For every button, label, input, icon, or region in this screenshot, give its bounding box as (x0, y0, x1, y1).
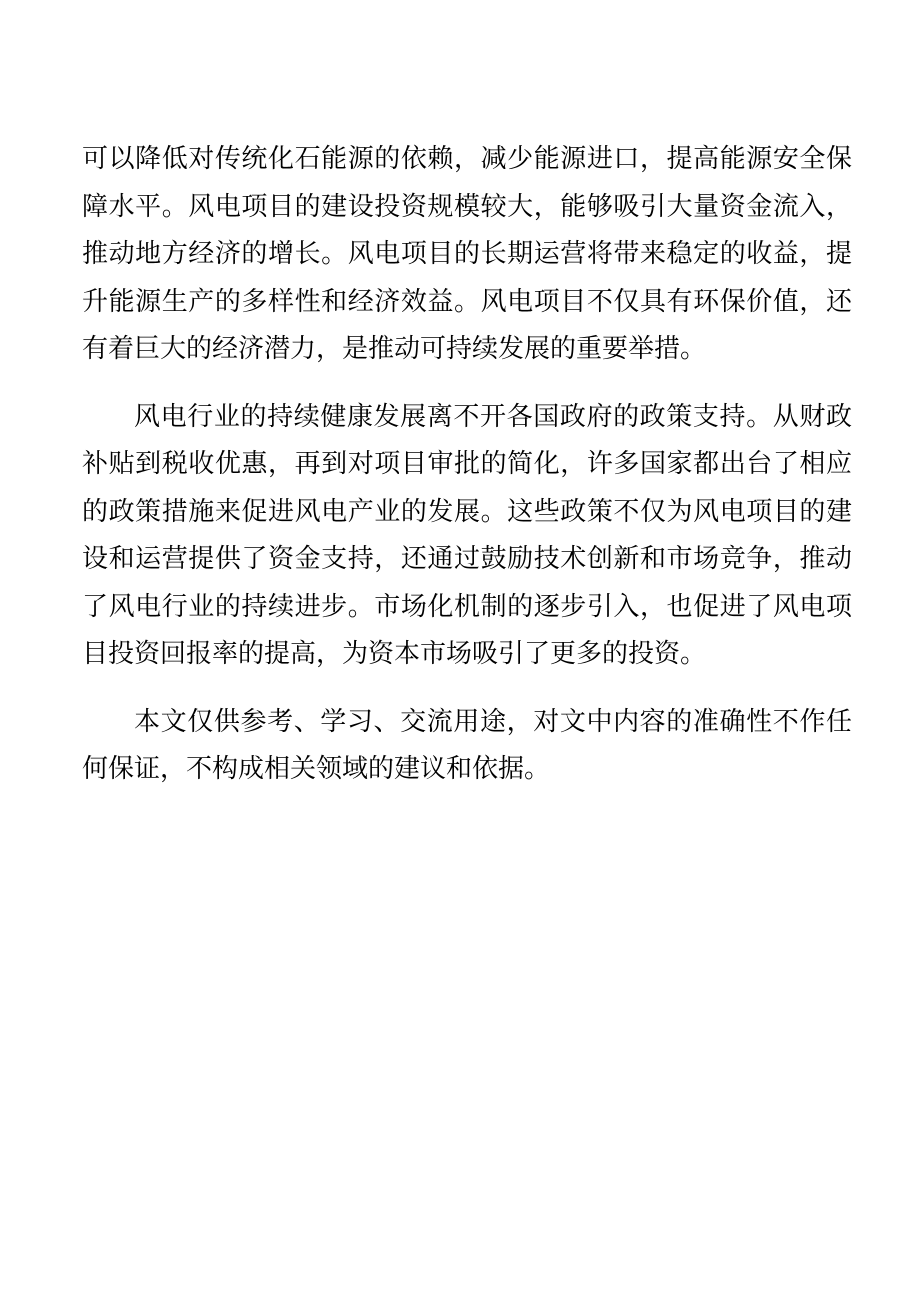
paragraph-continuation: 可以降低对传统化石能源的依赖，减少能源进口，提高能源安全保障水平。风电项目的建设投资规模较大，能够吸引大量资金流入，推动地方经济的增长。风电项目的长期运营将带来稳定的收益，提升能源生产的多样性和经济效益。风电项目不仅具有环保价值，还有着巨大的经济潜力，是推动可持续发展的重要举措。 (82, 144, 852, 364)
paragraph-policy-support: 风电行业的持续健康发展离不开各国政府的政策支持。从财政补贴到税收优惠，再到对项目审批的简化，许多国家都出台了相应的政策措施来促进风电产业的发展。这些政策不仅为风电项目的建设和运营提供了资金支持，还通过鼓励技术创新和市场竞争，推动了风电行业的持续进步。市场化机制的逐步引入，也促进了风电项目投资回报率的提高，为资本市场吸引了更多的投资。 (82, 401, 852, 669)
document-body (82, 136, 852, 794)
paragraph-disclaimer: 本文仅供参考、学习、交流用途，对文中内容的准确性不作任何保证，不构成相关领域的建议和依据。 (82, 706, 852, 784)
